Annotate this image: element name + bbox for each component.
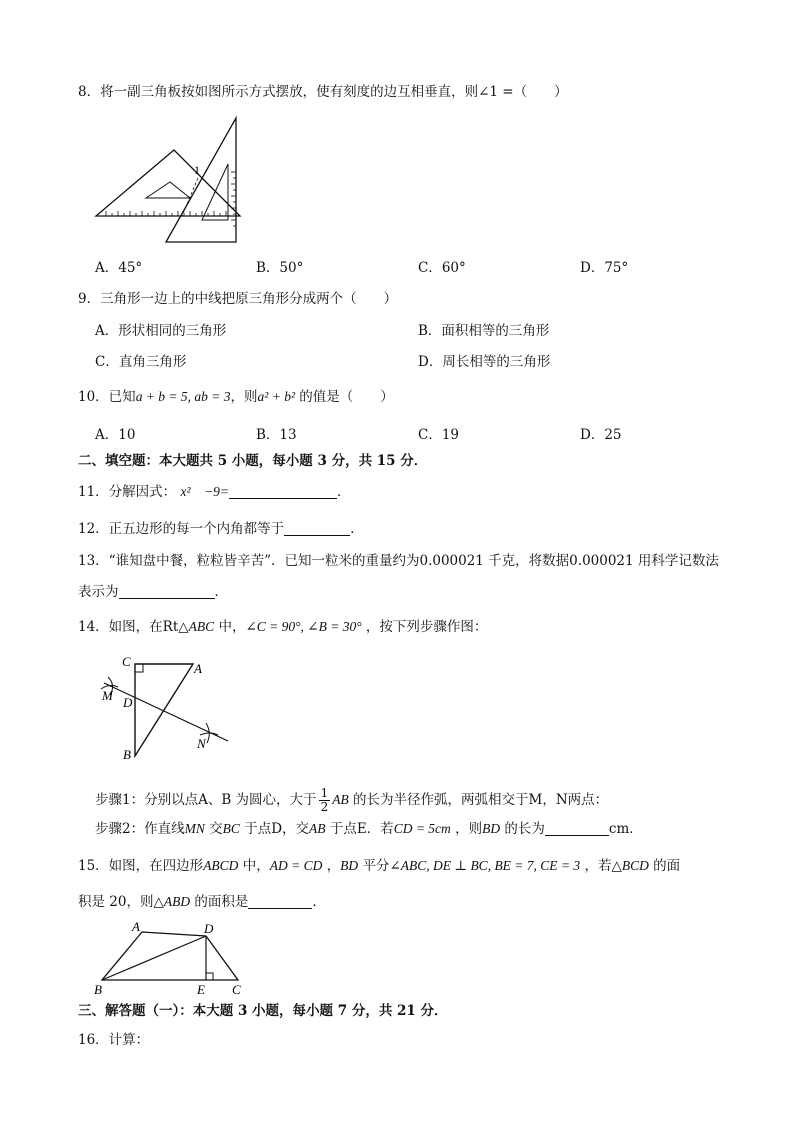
- q15-bcd: △BCD: [611, 858, 649, 873]
- q10-option-d[interactable]: D．25: [580, 427, 622, 443]
- vertical-ruler-ticks: [231, 172, 236, 226]
- label-a: A: [132, 919, 140, 934]
- q13-line1: 13．“谁知盘中餐，粒粒皆辛苦”．已知一粒米的重量约为0.000021 千克，将数据0.000021 用科学记数法: [78, 553, 719, 569]
- q15-line2-a: 积是 20，则: [78, 894, 154, 910]
- q14-step2-e: ，则: [455, 821, 483, 837]
- label-c: C: [122, 654, 131, 669]
- fraction-denominator: 2: [320, 800, 329, 814]
- q15-end: ．: [312, 894, 326, 910]
- q14-step1-pre: 步骤1：分别以点A、B 为圆心，大于: [95, 792, 317, 808]
- q15-line2-b: 的面积是: [194, 894, 249, 910]
- q13-line2: [78, 583, 228, 601]
- label-b: B: [123, 747, 131, 762]
- q16-stem: 16．计算：: [78, 1032, 150, 1048]
- q15-p1: 15．如图，在四边形: [78, 858, 204, 874]
- q8-stem: 8．将一副三角板按如图所示方式摆放，使有刻度的边互相垂直，则∠1 =（ ）: [78, 84, 568, 100]
- q11-prefix: 11．分解因式：: [78, 484, 177, 500]
- q8-option-b[interactable]: B．50°: [256, 260, 304, 276]
- q10-option-b[interactable]: B．13: [256, 427, 297, 443]
- q9-stem: 9．三角形一边上的中线把原三角形分成两个（ ）: [78, 291, 398, 307]
- hidden-edge: [182, 178, 198, 216]
- q14-step2-a: 步骤2：作直线: [95, 821, 185, 837]
- diagonal-bd: [102, 936, 206, 980]
- q14-bc: BC: [222, 821, 240, 836]
- q13-end: ．: [214, 584, 228, 600]
- q10-expression: a² + b²: [257, 389, 295, 404]
- right-angle-mark-e: [206, 973, 213, 980]
- q15-p5: ，若: [584, 858, 612, 874]
- q15-condition: ∠ABC, DE ⊥ BC, BE = 7, CE = 3: [389, 858, 581, 873]
- q9-option-a[interactable]: A．形状相同的三角形: [95, 323, 227, 339]
- label-a: A: [194, 661, 202, 676]
- q10-stem: [78, 388, 394, 406]
- q11-expression: x² −9=: [180, 484, 229, 499]
- q12-end: ．: [350, 521, 364, 537]
- q12: [78, 520, 364, 538]
- q15-line2: [78, 893, 326, 911]
- q10-option-a[interactable]: A．10: [95, 427, 136, 443]
- q9-option-b[interactable]: B．面积相等的三角形: [418, 323, 550, 339]
- q14-step2: [95, 820, 643, 838]
- q14-step2-f: 的长为: [504, 821, 545, 837]
- right-angle-mark: [135, 664, 143, 672]
- q14-cd: CD = 5cm: [393, 821, 451, 836]
- q14-prefix: 14．如图，在Rt△: [78, 619, 189, 635]
- bottom-ruler-ticks: [106, 211, 226, 216]
- triangle-abc: [135, 664, 193, 756]
- label-d: D: [123, 695, 133, 710]
- label-n: N: [197, 736, 206, 751]
- q8-set-squares-figure: [94, 112, 274, 247]
- q15-p4: 平分: [362, 858, 390, 874]
- q9-option-c[interactable]: C．直角三角形: [95, 354, 187, 370]
- q10-option-c[interactable]: C．19: [418, 427, 460, 443]
- fraction-numerator: 1: [320, 786, 329, 800]
- q14-fraction: [319, 787, 331, 814]
- q11: [78, 483, 351, 501]
- q10-prefix: 10．已知: [78, 389, 136, 405]
- q11-answer-blank[interactable]: [229, 484, 337, 499]
- q11-end: ．: [337, 484, 351, 500]
- q14-step2-c: 于点D，交: [244, 821, 310, 837]
- label-c: C: [232, 982, 241, 997]
- section2-heading: 二、填空题：本大题共 5 小题，每小题 3 分，共 15 分．: [78, 453, 428, 469]
- q8-option-d[interactable]: D．75°: [580, 260, 629, 276]
- q14-step1-ab: AB: [332, 792, 349, 807]
- q10-mid: ，则: [230, 389, 258, 405]
- q14-step2-b: 交: [209, 821, 223, 837]
- q9-option-d[interactable]: D．周长相等的三角形: [418, 354, 551, 370]
- q15-abcd: ABCD: [203, 858, 239, 873]
- q8-option-a[interactable]: A．45°: [95, 260, 143, 276]
- q15-p2: 中，: [242, 858, 270, 874]
- q15-abd: △ABD: [153, 894, 191, 909]
- q14-condition: ∠C = 90°, ∠B = 30°: [245, 619, 362, 634]
- q14-step1: [95, 785, 608, 815]
- label-m: M: [102, 688, 113, 703]
- q10-suffix: 的值是（ ）: [299, 389, 394, 405]
- label-e: E: [197, 982, 205, 997]
- q10-condition: a + b = 5, ab = 3: [135, 389, 231, 404]
- quadrilateral-abcd: [102, 932, 238, 980]
- q13-line2-text: 表示为: [78, 584, 119, 600]
- label-d: D: [204, 921, 214, 936]
- q15-ad-cd: AD = CD: [269, 858, 323, 873]
- q14-ab: AB: [309, 821, 326, 836]
- q15-line1: [78, 857, 680, 875]
- q14-suffix: ，按下列步骤作图：: [365, 619, 488, 635]
- q15-answer-blank[interactable]: [248, 894, 312, 909]
- angle-1-label: 1: [194, 163, 200, 177]
- q8-option-c[interactable]: C．60°: [418, 260, 466, 276]
- q15-p3: ，: [326, 858, 341, 874]
- q14-step1-post: 的长为半径作弧，两弧相交于M，N两点：: [353, 792, 609, 808]
- q14-stem: [78, 618, 487, 636]
- q14-unit: cm．: [608, 821, 643, 837]
- set-square-45-inner: [146, 182, 190, 198]
- section3-heading: 三、解答题（一）：本大题 3 小题，每小题 7 分，共 21 分．: [78, 1003, 448, 1019]
- label-b: B: [94, 982, 102, 997]
- q14-mn: MN: [184, 821, 205, 836]
- set-square-30-60: [166, 118, 236, 242]
- q15-figure: [90, 918, 250, 998]
- q14-mid: 中，: [218, 619, 246, 635]
- q14-triangle: ABC: [188, 619, 215, 634]
- q15-bd: BD: [340, 858, 359, 873]
- q12-answer-blank[interactable]: [284, 521, 350, 536]
- q14-figure: [96, 655, 236, 765]
- q15-p6: 的面: [653, 858, 681, 874]
- q14-bd: BD: [482, 821, 501, 836]
- q12-text: 12．正五边形的每一个内角都等于: [78, 521, 285, 537]
- q13-answer-blank[interactable]: [119, 584, 215, 599]
- q14-answer-blank[interactable]: [545, 821, 609, 836]
- q14-step2-d: 于点E．若: [329, 821, 394, 837]
